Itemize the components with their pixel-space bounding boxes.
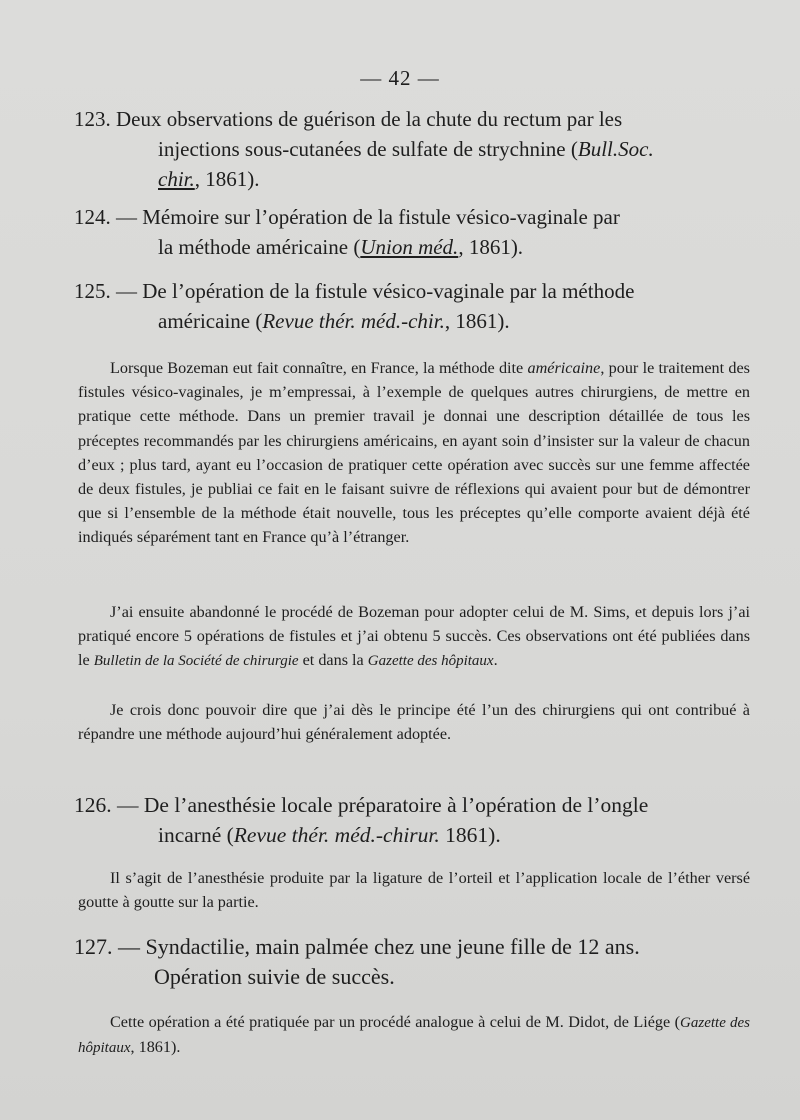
- entry-title-line: — De l’anesthésie locale préparatoire à l’opération de l’ongle: [117, 793, 649, 817]
- paragraph-125-c: Je crois donc pouvoir dire que j’ai dès le principe été l’un des chirurgiens qui ont contribué à répandre une méthode aujourd’hui généralement adoptée.: [78, 701, 750, 744]
- paragraph-125-b: J’ai ensuite abandonné le procédé de Bozeman pour adopter celui de M. Sims, et depuis lors j’ai pratiqué encore 5 opérations de fistules et j’ai obtenu 5 succès. Ces observations ont été publiées dans le Bulletin de la Société de chirurgie et dans la Gazette des hôpitaux.: [78, 603, 750, 670]
- emphasis-text: américaine: [527, 359, 601, 377]
- citation-journal: Union méd.: [360, 235, 459, 259]
- paragraph-126: Il s’agit de l’anesthésie produite par la ligature de l’orteil et l’application locale de l’éther versé goutte à goutte sur la partie.: [78, 869, 750, 912]
- entry-heading: [74, 104, 754, 194]
- entry-number: 123.: [74, 107, 111, 131]
- entry-heading: [74, 202, 754, 262]
- entry-title-line: injections sous-cutanées de sulfate de strychnine (Bull.Soc.: [158, 137, 654, 161]
- entry-title-line: chir., 1861).: [158, 167, 260, 191]
- entry-number: 126.: [74, 793, 112, 817]
- citation-journal: Bulletin de la Société de chirurgie: [93, 653, 299, 670]
- entry-heading: [74, 276, 754, 336]
- entry-title-line: américaine (Revue thér. méd.-chir., 1861).: [158, 309, 510, 333]
- entry-title-line: — Syndactilie, main palmée chez une jeune fille de 12 ans.: [118, 934, 640, 959]
- entry-number: 124.: [74, 205, 111, 229]
- entry-title-line: Opération suivie de succès.: [154, 964, 395, 989]
- entry-126: [74, 790, 754, 850]
- citation-journal: Revue thér. méd.-chirur.: [233, 823, 440, 847]
- citation-journal: Gazette des hôpitaux: [78, 1015, 750, 1057]
- paragraph-125-a: Lorsque Bozeman eut fait connaître, en France, la méthode dite américaine, pour le traitement des fistules vésico-vaginales, je m’empressai, à l’exemple de quelques autres chirurgiens, de mettre en pratique cette méthode. Dans un premier travail je donnai une description détaillée de tous les préceptes recommandés par les chirurgiens américains, en ayant soin d’insister sur la valeur de chacun d’eux ; plus tard, ayant eu l’occasion de pratiquer cette opération avec succès sur une femme affectée de deux fistules, je publiai ce fait en le faisant suivre de réflexions qui avaient pour but de démontrer que si l’ensemble de la méthode était nouvelle, tous les préceptes qu’elle comporte avaient déjà été indiqués séparément tant en France qu’à l’étranger.: [78, 359, 750, 547]
- entry-heading: [74, 932, 754, 992]
- citation-journal: Bull.Soc.: [577, 137, 654, 161]
- entry-number: 125.: [74, 279, 111, 303]
- entry-124: [74, 202, 754, 262]
- paragraph-127: Cette opération a été pratiquée par un procédé analogue à celui de M. Didot, de Liége (Gazette des hôpitaux, 1861).: [78, 1013, 750, 1057]
- entry-number: 127.: [74, 934, 113, 959]
- entry-127: [74, 932, 754, 992]
- entry-heading: [74, 790, 754, 850]
- citation-journal: Revue thér. méd.-chir.: [262, 309, 445, 333]
- entry-title-line: — Mémoire sur l’opération de la fistule vésico-vaginale par: [116, 205, 620, 229]
- entry-title-line: — De l’opération de la fistule vésico-vaginale par la méthode: [116, 279, 635, 303]
- citation-journal: Gazette des hôpitaux: [367, 653, 494, 670]
- entry-title-line: la méthode américaine (Union méd., 1861).: [158, 235, 524, 259]
- entry-title-line: incarné (Revue thér. méd.-chirur. 1861).: [158, 823, 501, 847]
- entry-123: [74, 104, 754, 194]
- page-number: — 42 —: [360, 66, 440, 90]
- entry-125: [74, 276, 754, 336]
- citation-journal: chir.: [158, 167, 195, 191]
- entry-title-line: Deux observations de guérison de la chute du rectum par les: [116, 107, 623, 131]
